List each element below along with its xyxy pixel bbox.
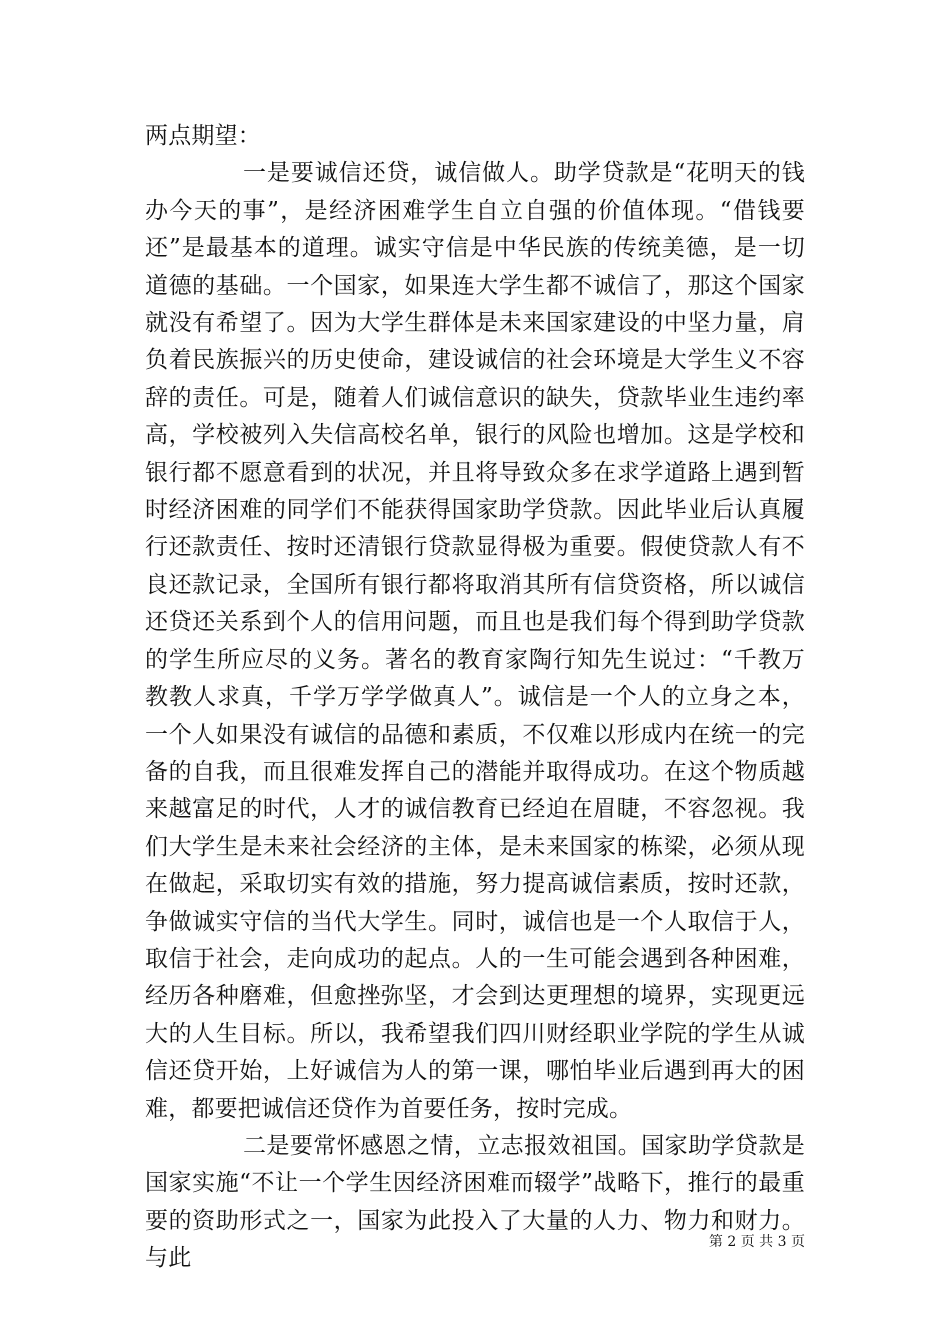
paragraph-gratitude: 二是要常怀感恩之情，立志报效祖国。国家助学贷款是国家实施“不让一个学生因经济困难而辍学”战略下，推行的最重要的资助形式之一，国家为此投入了大量的人力、物力和财力。与此 [145, 1132, 805, 1272]
intro-line: 两点期望： [145, 123, 261, 149]
page-number: 第 2 页 共 3 页 [708, 1234, 805, 1250]
document-body [145, 118, 805, 1278]
paragraph-integrity: 一是要诚信还贷，诚信做人。助学贷款是“花明天的钱办今天的事”，是经济困难学生自立自强的价值体现。“借钱要还”是最基本的道理。诚实守信是中华民族的传统美德，是一切道德的基础。一个国家，如果连大学生都不诚信了，那这个国家就没有希望了。因为大学生群体是未来国家建设的中坚力量，肩负着民族振兴的历史使命，建设诚信的社会环境是大学生义不容辞的责任。可是，随着人们诚信意识的缺失，贷款毕业生违约率高，学校被列入失信高校名单，银行的风险也增加。这是学校和银行都不愿意看到的状况，并且将导致众多在求学道路上遇到暂时经济困难的同学们不能获得国家助学贷款。因此毕业后认真履行还款责任、按时还清银行贷款显得极为重要。假使贷款人有不良还款记录，全国所有银行都将取消其所有信贷资格，所以诚信还贷还关系到个人的信用问题，而且也是我们每个得到助学贷款的学生所应尽的义务。著名的教育家陶行知先生说过：“千教万教教人求真，千学万学学做真人”。诚信是一个人的立身之本，一个人如果没有诚信的品德和素质，不仅难以形成内在统一的完备的自我，而且很难发挥自己的潜能并取得成功。在这个物质越来越富足的时代，人才的诚信教育已经迫在眉睫，不容忽视。我们大学生是未来社会经济的主体，是未来国家的栋梁，必须从现在做起，采取切实有效的措施，努力提高诚信素质，按时还款，争做诚实守信的当代大学生。同时，诚信也是一个人取信于人，取信于社会，走向成功的起点。人的一生可能会遇到各种困难，经历各种磨难，但愈挫弥坚，才会到达更理想的境界，实现更远大的人生目标。所以，我希望我们四川财经职业学院的学生从诚信还贷开始，上好诚信为人的第一课，哪怕毕业后遇到再大的困难，都要把诚信还贷作为首要任务，按时完成。 [145, 160, 805, 1122]
